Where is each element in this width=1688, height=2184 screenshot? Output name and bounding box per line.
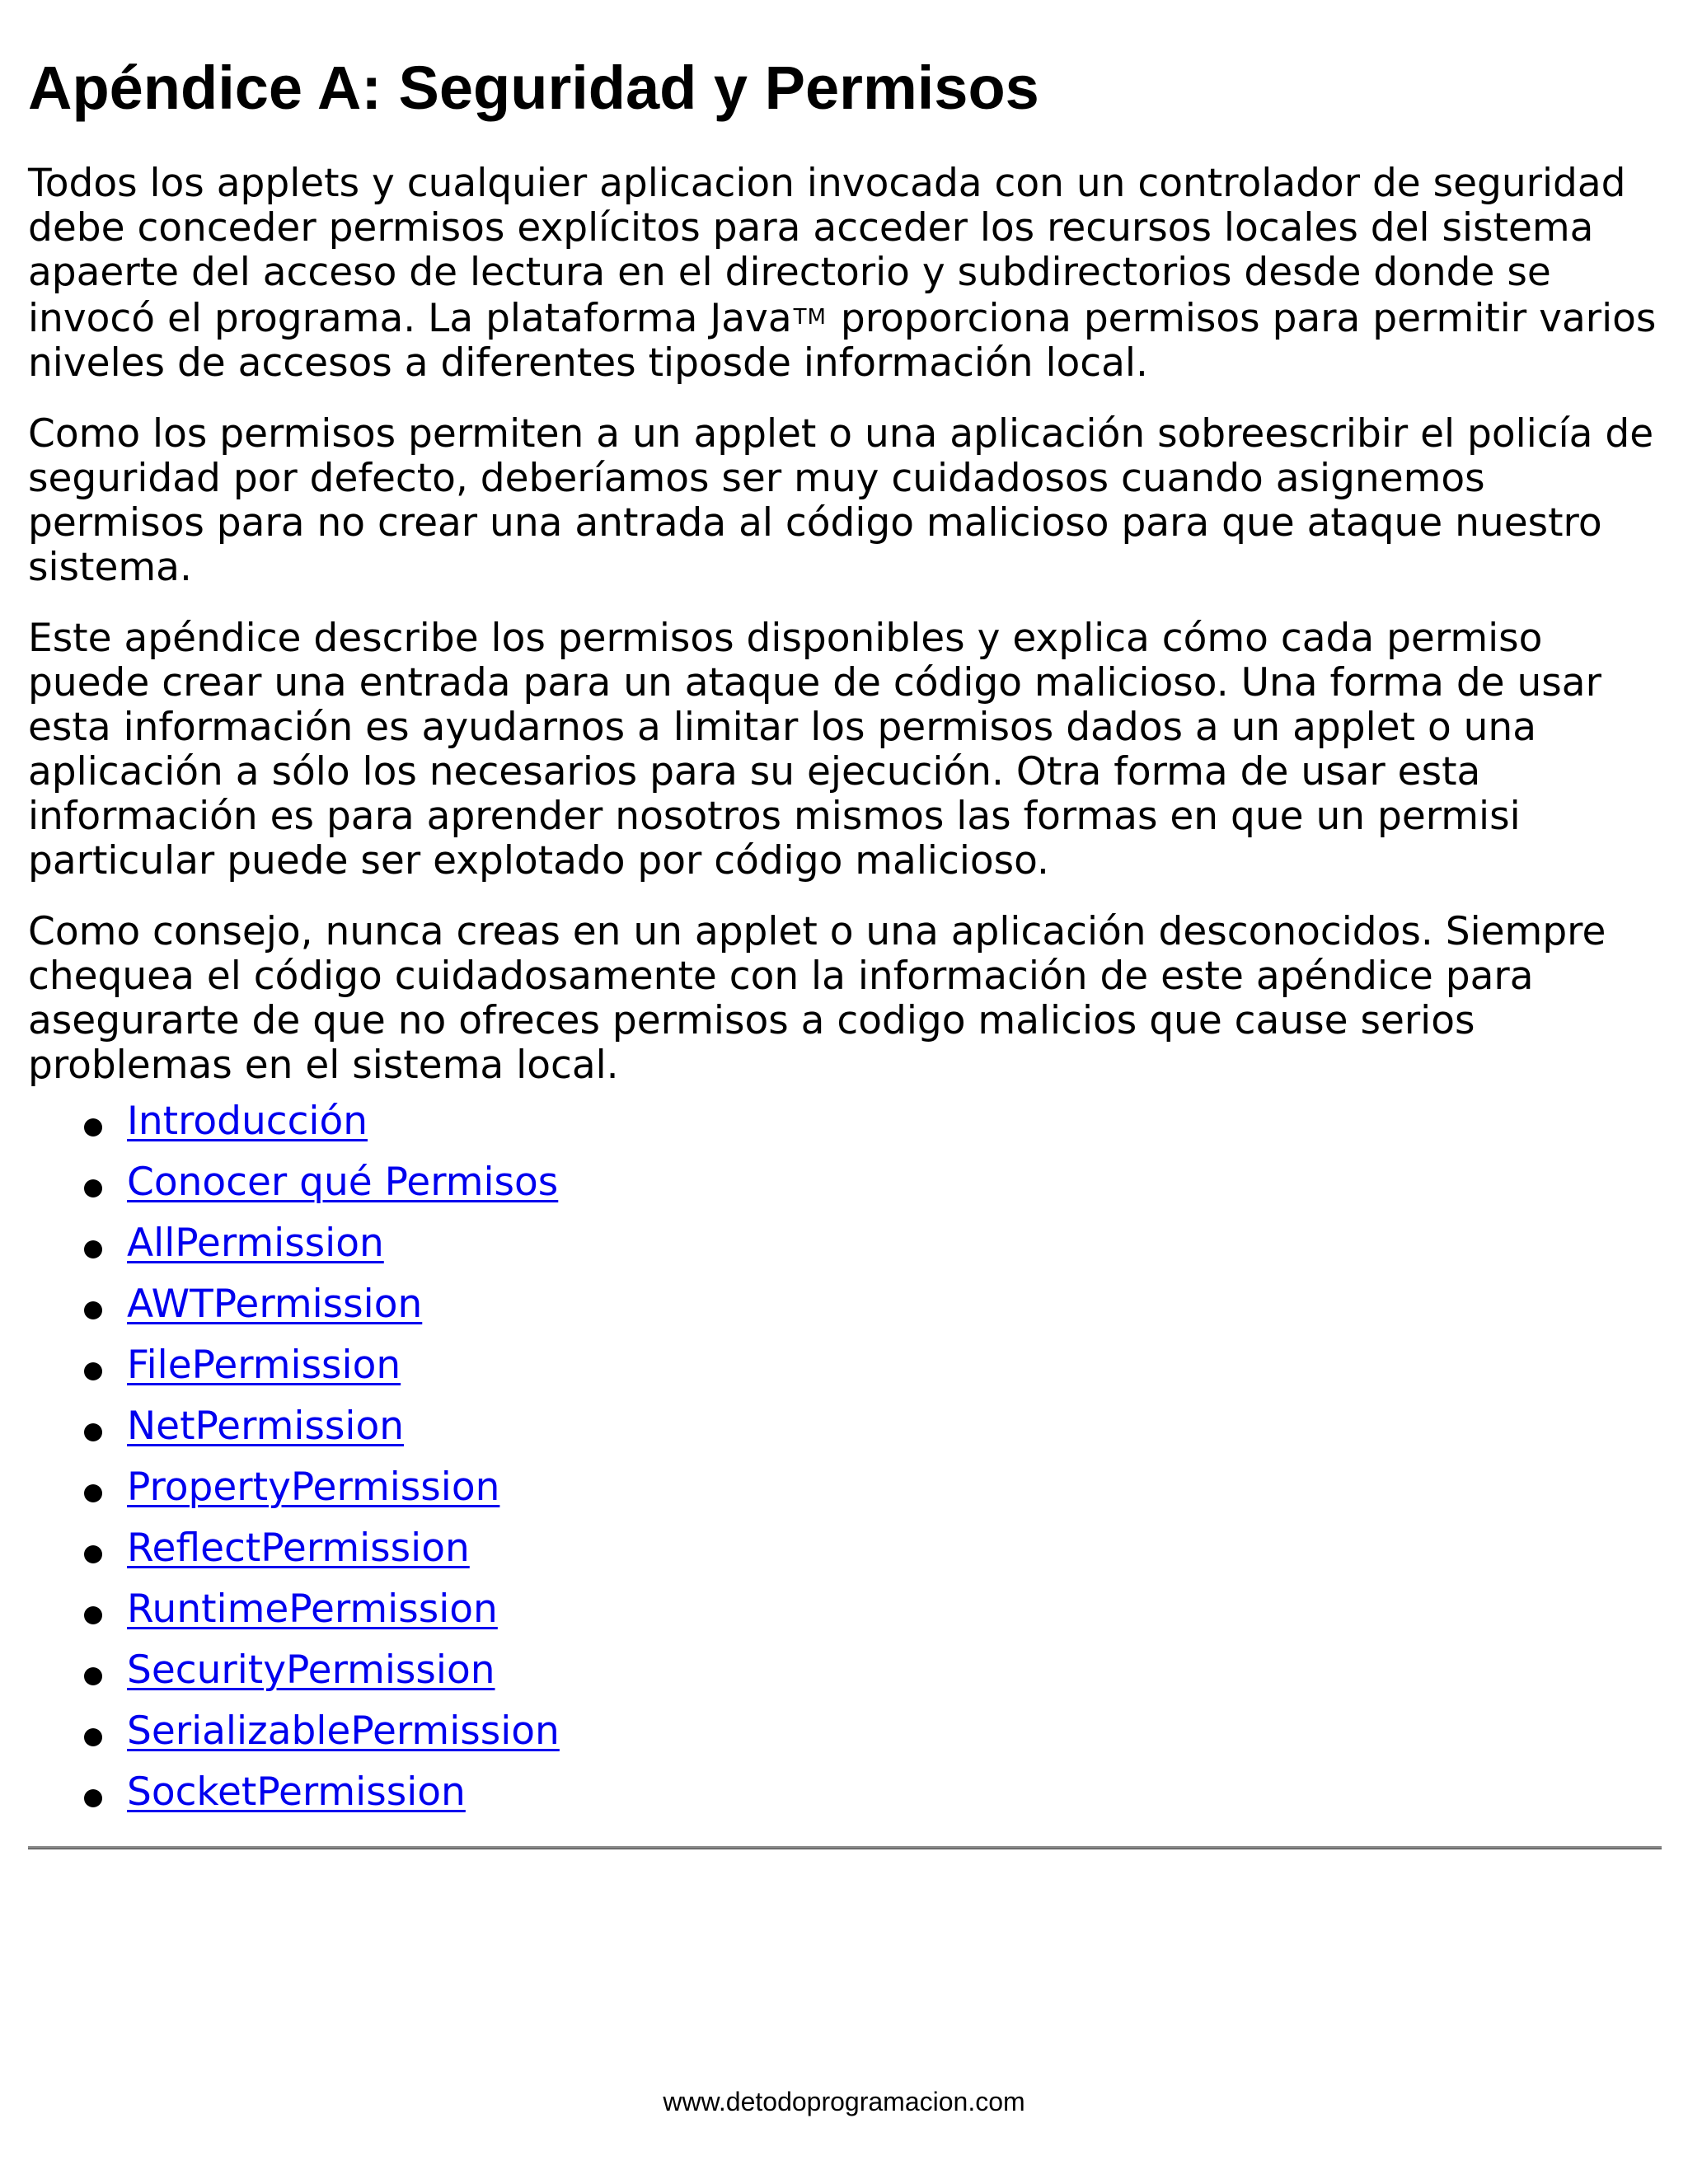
toc-link-runtimepermission[interactable]: RuntimePermission [127,1586,498,1632]
toc-link-introduccion[interactable]: Introducción [127,1099,368,1144]
toc-link-netpermission[interactable]: NetPermission [127,1404,404,1449]
toc-item-netpermission [84,1396,1660,1457]
bullet-icon [84,1484,102,1502]
toc-item-awtpermission [84,1274,1660,1335]
toc-item-propertypermission [84,1457,1660,1518]
bullet-icon [84,1240,102,1258]
toc-item-conocer-permisos [84,1152,1660,1213]
table-of-contents [28,1091,1660,1823]
paragraph-advice: Como consejo, nunca creas en un applet o una aplicación desconocidos. Siempre chequea el código cuidadosamente con la información de este apéndice para asegurarte de que no ofreces permisos a codigo malicios que cause serios problemas en el sistema local. [28,909,1606,1088]
toc-link-socketpermission[interactable]: SocketPermission [127,1769,466,1815]
paragraph-intro-text-end: proporciona permisos para permitir varios niveles de accesos a diferentes tiposde información local. [28,296,1657,386]
bullet-icon [84,1545,102,1563]
bullet-icon [84,1667,102,1685]
toc-link-propertypermission[interactable]: PropertyPermission [127,1465,500,1510]
paragraph-appendix-description: Este apéndice describe los permisos disponibles y explica cómo cada permiso puede crear una entrada para un ataque de código malicioso. Una forma de usar esta información es ayudarnos a limitar los permisos dados a un applet o una aplicación a sólo los necesarios para su ejecución. Otra forma de usar esta información es para aprender nosotros mismos las formas en que un permisi particular puede ser explotado por código malicioso. [28,616,1601,883]
toc-item-serializablepermission [84,1701,1660,1762]
toc-item-allpermission [84,1213,1660,1274]
bullet-icon [84,1423,102,1441]
toc-link-filepermission[interactable]: FilePermission [127,1343,401,1388]
paragraph-permissions-warning: Como los permisos permiten a un applet o una aplicación sobreescribir el policía de seguridad por defecto, deberíamos ser muy cuidadosos cuando asignemos permisos para no crear una antrada al código malicioso para que ataque nuestro sistema. [28,411,1654,590]
page-title: Apéndice A: Seguridad y Permisos [28,54,1039,122]
bullet-icon [84,1789,102,1807]
bullet-icon [84,1179,102,1197]
page-footer: www.detodoprogramacion.com [663,2087,1025,2116]
toc-link-allpermission[interactable]: AllPermission [127,1221,384,1266]
toc-link-conocer-permisos[interactable]: Conocer qué Permisos [127,1160,559,1205]
bullet-icon [84,1362,102,1380]
toc-item-runtimepermission [84,1579,1660,1640]
toc-item-socketpermission [84,1762,1660,1823]
bullet-icon [84,1606,102,1624]
paragraph-intro [28,162,1668,386]
trademark-symbol: TM [793,305,827,330]
bullet-icon [84,1118,102,1137]
toc-link-awtpermission[interactable]: AWTPermission [127,1282,423,1327]
paragraph-intro-text: Todos los applets y cualquier aplicacion invocada con un controlador de seguridad debe conceder permisos explícitos para acceder los recursos locales del sistema apaerte del acceso de lectura en el directorio y subdirectorios desde donde se invocó el programa. La plataforma Java [28,161,1626,341]
toc-item-securitypermission [84,1640,1660,1701]
bullet-icon [84,1301,102,1319]
document-page [28,0,1660,1823]
toc-item-introduccion [84,1091,1660,1152]
toc-link-reflectpermission[interactable]: ReflectPermission [127,1526,470,1571]
horizontal-rule [28,1846,1662,1849]
bullet-icon [84,1728,102,1746]
toc-item-filepermission [84,1335,1660,1396]
toc-link-serializablepermission[interactable]: SerializablePermission [127,1708,560,1754]
toc-link-securitypermission[interactable]: SecurityPermission [127,1647,495,1693]
toc-item-reflectpermission [84,1518,1660,1579]
